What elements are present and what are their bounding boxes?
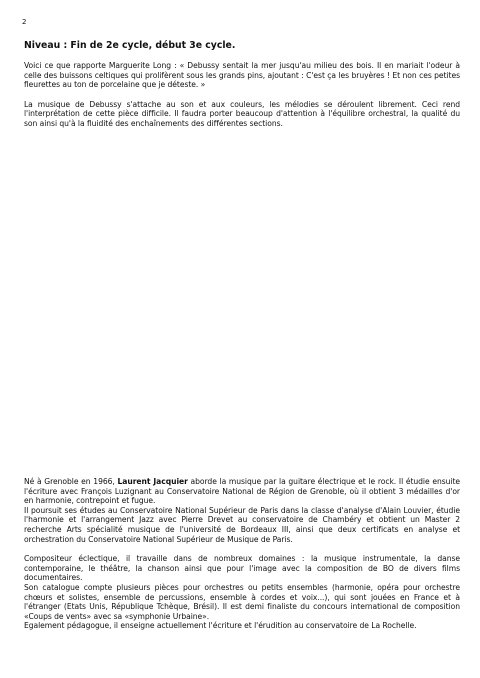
composer-biography [24, 477, 460, 631]
intro-paragraph: Voici ce que rapporte Marguerite Long : « Debussy sentait la mer jusqu'au milieu des bois. Il en mariait l'odeur à celle des buissons celtiques qui prolifèrent sous les grands pins, ajoutant : C'est ça les bruyères ! Et non ces petites fleurettes au ton de porcelaine que je déteste. » [24, 61, 460, 90]
bio-paragraph-catalogue: Son catalogue compte plusieurs pièces pour orchestres ou petits ensembles (harmonie, opéra pour orchestre chœurs et solistes, ensemble de percussions, ensemble à cordes et voix...), qui sont jouées en France et à l'étranger (Etats Unis, République Tchèque, Brésil). Il est demi finaliste du concours international de composition «Coups de vents» avec sa «symphonie Urbaine». [24, 582, 460, 621]
bio-paragraph-teaching: Egalement pédagogue, il enseigne actuellement l'écriture et l'érudition au conservatoire de La Rochelle. [24, 621, 417, 631]
performance-notes [24, 40, 460, 139]
bio-paragraph-domains: Compositeur éclectique, il travaille dans de nombreux domaines : la musique instrumentale, la danse contemporaine, le théâtre, la chanson ainsi que pour l'image avec la composition de BO de divers films documentaires. [24, 554, 460, 583]
bio-paragraph-birth [24, 477, 460, 506]
paragraph-gap [24, 544, 460, 554]
page-number: 2 [22, 18, 27, 26]
bio-birth-intro: Né à Grenoble en 1966, [24, 477, 118, 486]
level-heading: Niveau : Fin de 2e cycle, début 3e cycle. [24, 40, 236, 51]
bio-birth-rest: aborde la musique par la guitare électrique et le rock. Il étudie ensuite l'écriture avec François Luzignant au Conservatoire National de Région de Grenoble, où il obtient 3 médailles d'or en harmonie, contrepoint et fugue. [24, 477, 460, 506]
composer-name: Laurent Jacquier [117, 477, 188, 486]
bio-paragraph-studies: Il poursuit ses études au Conservatoire National Supérieur de Paris dans la classe d'analyse d'Alain Louvier, étudie l'harmonie et l'arrangement Jazz avec Pierre Drevet au conservatoire de Chambéry et obtient un Master 2 recherche Arts spécialité musique de l'université de Bordeaux III, ainsi que deux certificats en analyse et orchestration du Conservatoire National Supérieur de Musique de Paris. [24, 505, 460, 544]
music-paragraph: La musique de Debussy s'attache au son et aux couleurs, les mélodies se déroulent librement. Ceci rend l'interprétation de cette pièce difficile. Il faudra porter beaucoup d'attention à l'équilibre orchestral, la qualité du son ainsi qu'à la fluidité des enchaînements des différentes sections. [24, 99, 460, 128]
